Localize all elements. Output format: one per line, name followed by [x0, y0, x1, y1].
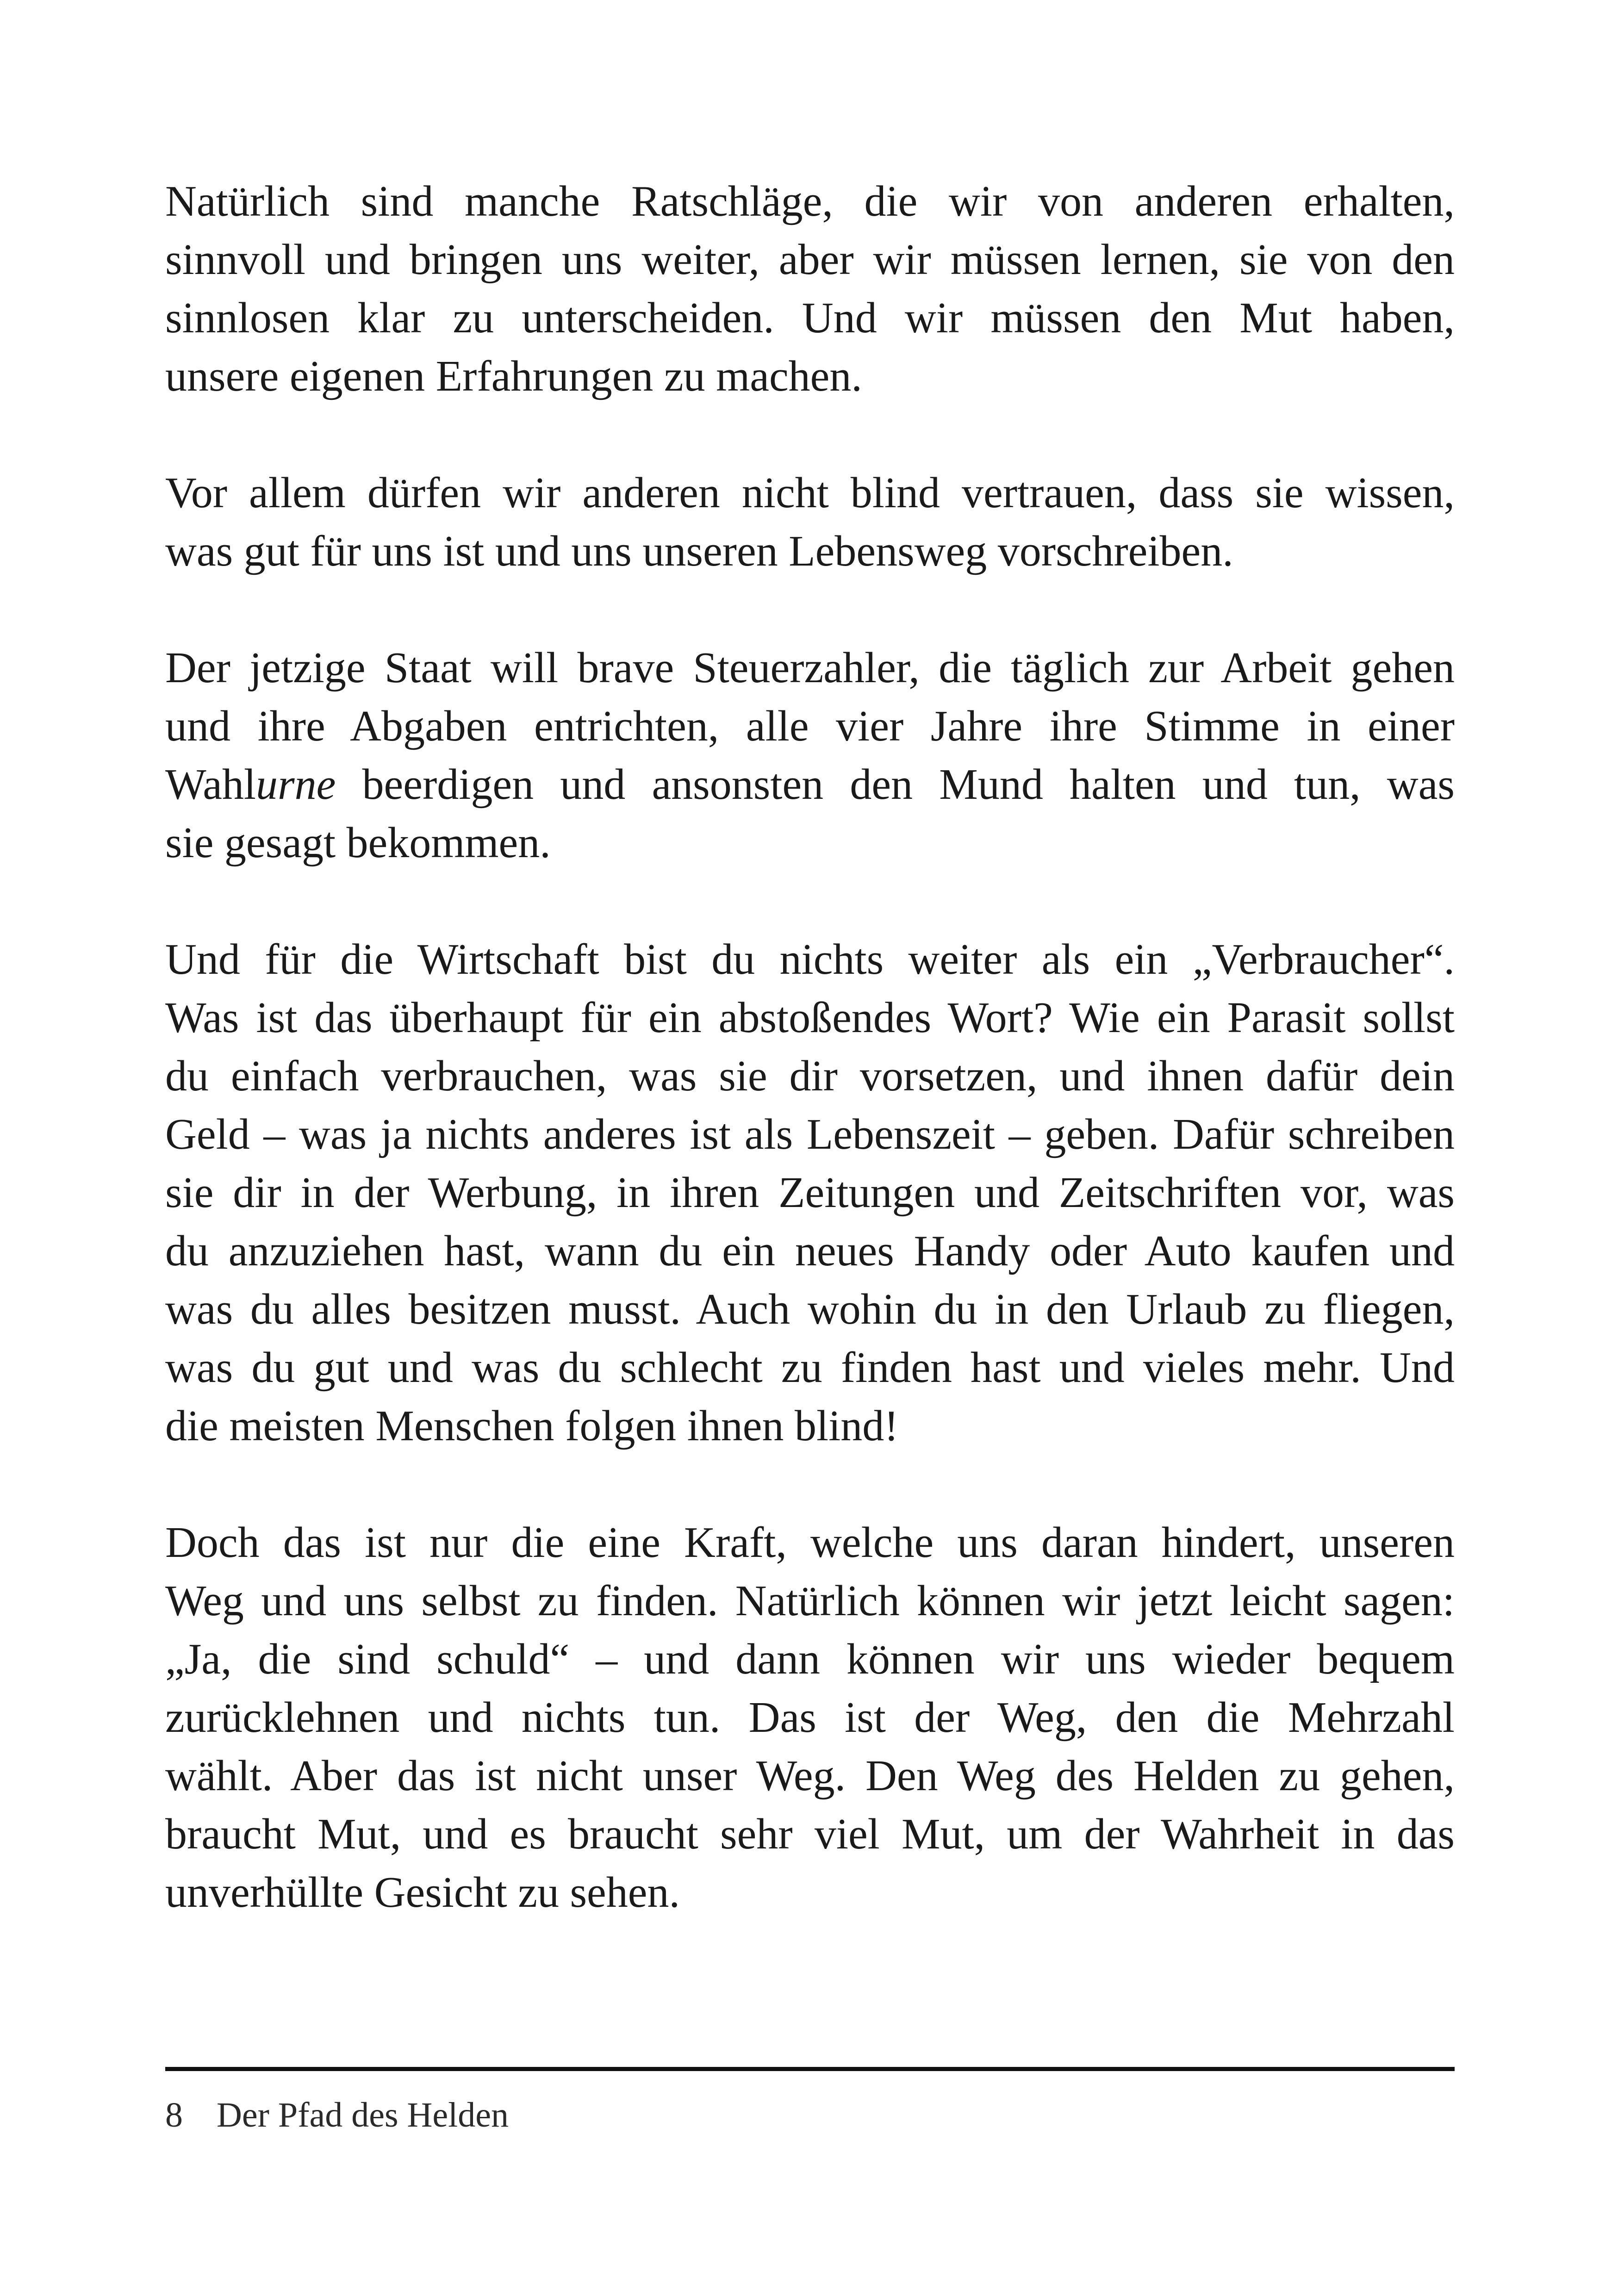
text-line: sie gesagt bekommen. [165, 819, 551, 867]
text-fragment: beerdigen und ansonsten den Mund halten und tun, was [336, 760, 1455, 809]
page-footer [165, 2092, 509, 2138]
italic-emphasis: urne [256, 760, 336, 809]
text-line: Natürlich sind manche Ratschläge, die wir von anderen erhalten, [165, 177, 1455, 225]
page-number: 8 [165, 2096, 183, 2134]
text-line: Geld – was ja nichts anderes ist als Lebenszeit – geben. Dafür schreiben [165, 1110, 1455, 1158]
running-title: Der Pfad des Helden [217, 2096, 509, 2134]
text-line: braucht Mut, und es braucht sehr viel Mut, um der Wahrheit in das [165, 1810, 1455, 1858]
paragraph [165, 930, 1455, 1455]
text-line: Was ist das überhaupt für ein abstoßendes Wort? Wie ein Parasit sollst [165, 994, 1455, 1042]
text-line: „Ja, die sind schuld“ – und dann können wir uns wieder bequem [165, 1635, 1455, 1683]
text-line: wählt. Aber das ist nicht unser Weg. Den Weg des Helden zu gehen, [165, 1752, 1455, 1800]
text-line [165, 755, 1455, 814]
text-line: unsere eigenen Erfahrungen zu machen. [165, 352, 862, 400]
page-body [165, 172, 1455, 1980]
paragraph [165, 639, 1455, 872]
text-line: unverhüllte Gesicht zu sehen. [165, 1868, 680, 1916]
text-line: Und für die Wirtschaft bist du nichts weiter als ein „Verbraucher“. [165, 935, 1455, 983]
footer-divider [165, 2067, 1455, 2071]
text-line: zurücklehnen und nichts tun. Das ist der Weg, den die Mehrzahl [165, 1693, 1455, 1742]
text-line: was du alles besitzen musst. Auch wohin du in den Urlaub zu fliegen, [165, 1285, 1455, 1333]
text-line: Der jetzige Staat will brave Steuerzahler, die täglich zur Arbeit gehen [165, 644, 1455, 692]
text-line: du einfach verbrauchen, was sie dir vorsetzen, und ihnen dafür dein [165, 1052, 1455, 1100]
paragraph [165, 464, 1455, 580]
text-line: sinnlosen klar zu unterscheiden. Und wir müssen den Mut haben, [165, 294, 1455, 342]
text-line: sinnvoll und bringen uns weiter, aber wir müssen lernen, sie von den [165, 236, 1455, 284]
text-line: Doch das ist nur die eine Kraft, welche uns daran hindert, unseren [165, 1518, 1455, 1567]
text-line: Weg und uns selbst zu finden. Natürlich können wir jetzt leicht sagen: [165, 1577, 1455, 1625]
paragraph [165, 172, 1455, 405]
text-line: was du gut und was du schlecht zu finden hast und vieles mehr. Und [165, 1344, 1455, 1392]
text-line: die meisten Menschen folgen ihnen blind! [165, 1402, 899, 1450]
text-line: was gut für uns ist und uns unseren Lebensweg vorschreiben. [165, 527, 1233, 575]
text-fragment: Wahl [165, 760, 256, 809]
text-line: Vor allem dürfen wir anderen nicht blind vertrauen, dass sie wissen, [165, 469, 1455, 517]
paragraph [165, 1513, 1455, 1922]
text-line: du anzuziehen hast, wann du ein neues Handy oder Auto kaufen und [165, 1227, 1455, 1275]
text-line: und ihre Abgaben entrichten, alle vier Jahre ihre Stimme in einer [165, 702, 1455, 750]
text-line: sie dir in der Werbung, in ihren Zeitungen und Zeitschriften vor, was [165, 1169, 1455, 1217]
